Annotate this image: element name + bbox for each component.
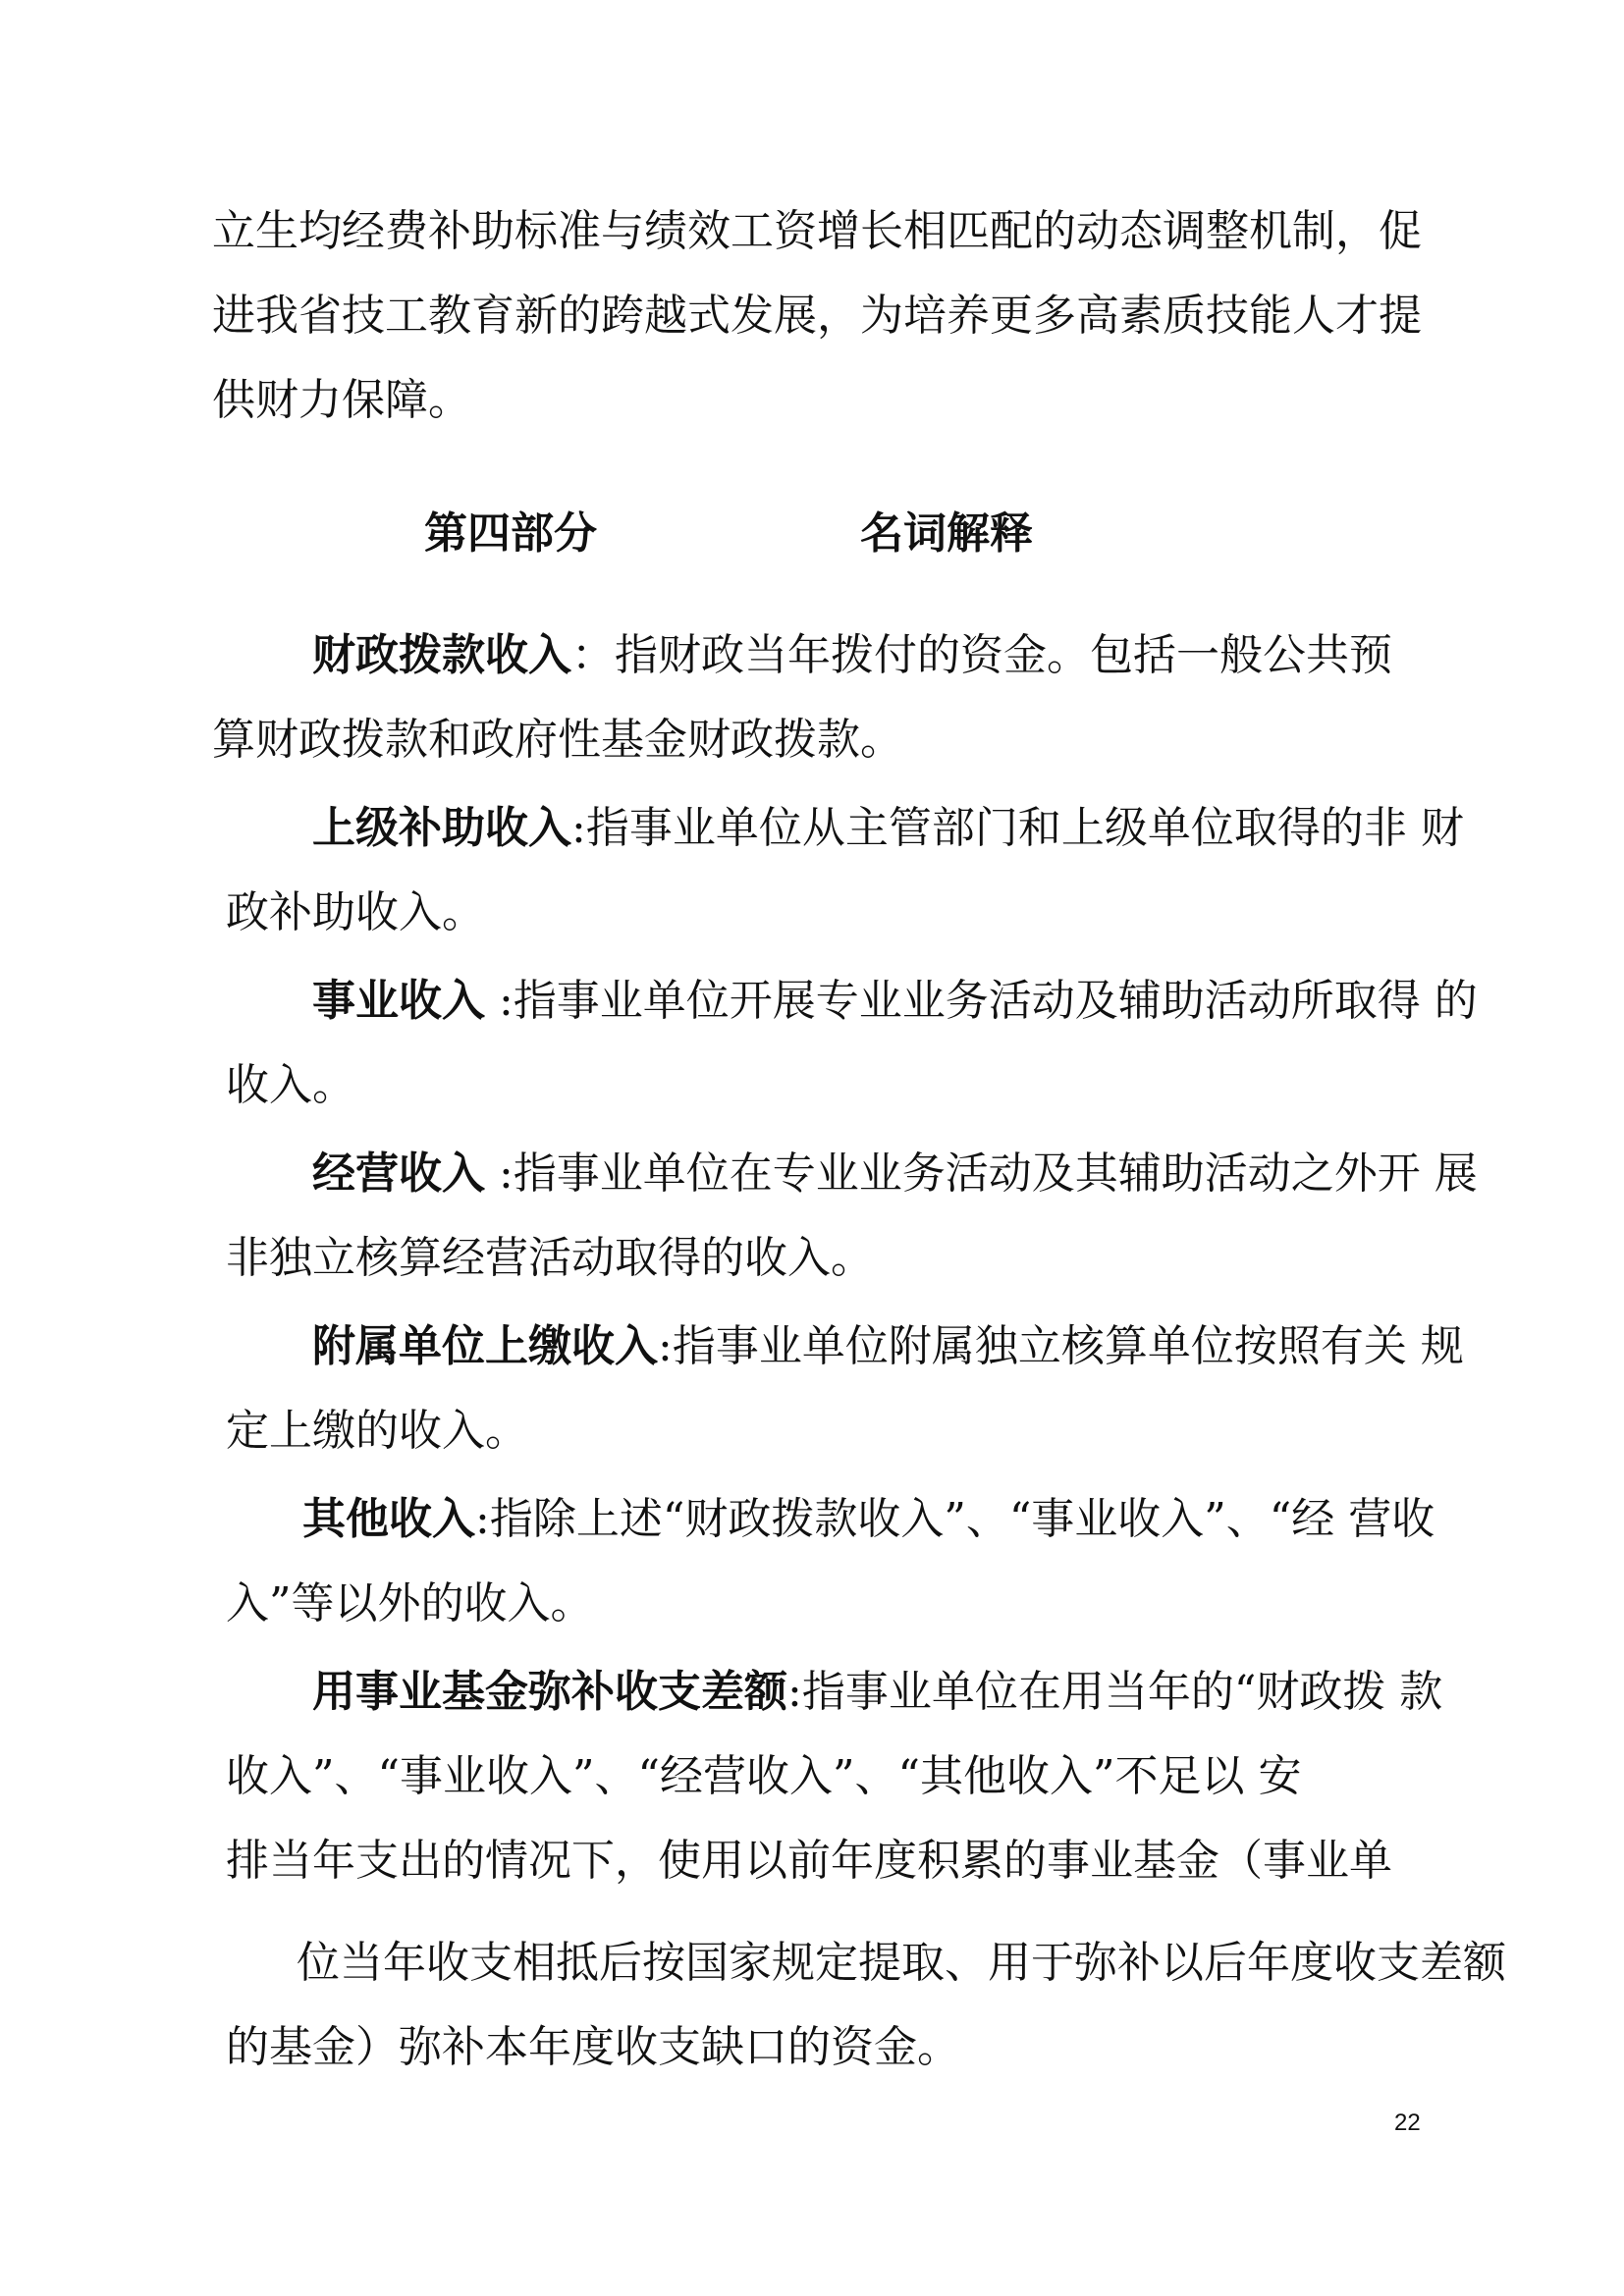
term-text: 指事业单位开展专业业务活动及辅助活动所取得 的 <box>513 976 1478 1026</box>
term-separator: : <box>485 1148 514 1199</box>
section-title: 名词解释 <box>860 508 1033 559</box>
term-label: 上级补助收入 <box>312 803 571 853</box>
term-definition-line: 收入”、“事业收入”、“经营收入”、“其他收入”不足以 安 <box>226 1751 1302 1801</box>
term-separator: : <box>787 1667 802 1717</box>
term-definition-line <box>312 1145 1478 1203</box>
term-label: 用事业基金弥补收支差额 <box>312 1667 787 1717</box>
term-definition-line <box>312 1663 1442 1722</box>
term-separator: : <box>475 1494 490 1544</box>
page-number: 22 <box>1394 2109 1421 2136</box>
continuation-line: 的基金）弥补本年度收支缺口的资金。 <box>226 2022 960 2072</box>
term-label: 经营收入 <box>312 1148 485 1199</box>
section-part-label: 第四部分 <box>424 508 597 559</box>
term-definition-line: 算财政拨款和政府性基金财政拨款。 <box>212 715 903 765</box>
term-definition-line <box>312 626 1392 685</box>
term-separator: : <box>485 976 514 1026</box>
term-definition-line <box>312 1317 1464 1376</box>
term-definition-line: 入”等以外的收入。 <box>226 1578 594 1629</box>
term-definition-line: 收入。 <box>226 1060 355 1110</box>
term-label: 财政拨款收入 <box>312 630 571 680</box>
term-separator: ： <box>571 630 615 680</box>
term-definition-line: 排当年支出的情况下，使用以前年度积累的事业基金（事业单 <box>226 1836 1392 1886</box>
intro-line: 进我省技工教育新的跨越式发展，为培养更多高素质技能人才提 <box>212 291 1422 341</box>
term-separator: : <box>571 803 586 853</box>
term-definition-line <box>302 1490 1435 1549</box>
intro-line: 立生均经费补助标准与绩效工资增长相匹配的动态调整机制，促 <box>212 206 1422 256</box>
term-label: 附属单位上缴收入 <box>312 1321 658 1371</box>
term-text: 指事业单位在用当年的“财政拨 款 <box>801 1667 1443 1717</box>
term-definition-line <box>312 799 1464 858</box>
term-label: 其他收入 <box>302 1494 475 1544</box>
term-text: 指事业单位从主管部门和上级单位取得的非 财 <box>585 803 1464 853</box>
term-text: 指除上述“财政拨款收入”、“事业收入”、“经 营收 <box>489 1494 1435 1544</box>
term-text: 指事业单位附属独立核算单位按照有关 规 <box>672 1321 1464 1371</box>
term-text: 指事业单位在专业业务活动及其辅助活动之外开 展 <box>513 1148 1478 1199</box>
continuation-line: 位当年收支相抵后按国家规定提取、用于弥补以后年度收支差额 <box>297 1938 1506 1988</box>
term-definition-line: 政补助收入。 <box>226 887 485 937</box>
term-definition-line: 非独立核算经营活动取得的收入。 <box>226 1233 874 1283</box>
term-definition-line: 定上缴的收入。 <box>226 1406 528 1456</box>
term-definition-line <box>312 972 1478 1031</box>
intro-line: 供财力保障。 <box>212 375 471 425</box>
term-separator: : <box>658 1321 673 1371</box>
term-text: 指财政当年拨付的资金。包括一般公共预 <box>615 630 1392 680</box>
term-label: 事业收入 <box>312 976 485 1026</box>
